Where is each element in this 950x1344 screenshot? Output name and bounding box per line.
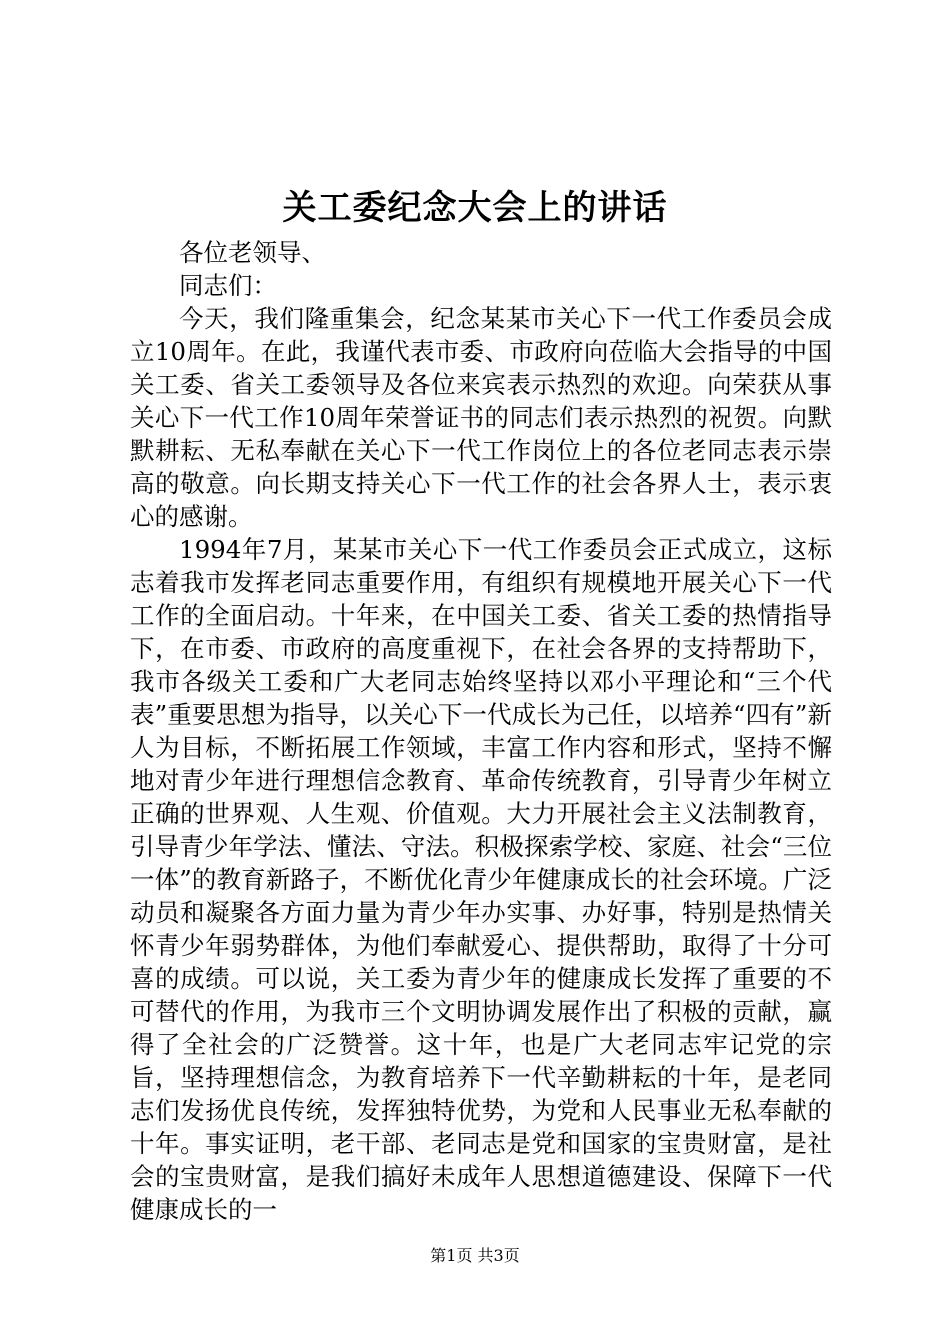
paragraph-2: 1994年7月，某某市关心下一代工作委员会正式成立，这标志着我市发挥老同志重要作用，有组织有规模地开展关心下一代工作的全面启动。十年来，在中国关工委、省关工委的热情指导下，在市委、市政府的高度重视下，在社会各界的支持帮助下，我市各级关工委和广大老同志始终坚持以邓小平理论和“三个代表”重要思想为指导，以关心下一代成长为己任，以培养“四有”新人为目标，不断拓展工作领域，丰富工作内容和形式，坚持不懈地对青少年进行理想信念教育、革命传统教育，引导青少年树立正确的世界观、人生观、价值观。大力开展社会主义法制教育，引导青少年学法、懂法、守法。积极探索学校、家庭、社会“三位一体”的教育新路子，不断优化青少年健康成长的社会环境。广泛动员和凝聚各方面力量为青少年办实事、办好事，特别是热情关怀青少年弱势群体，为他们奉献爱心、提供帮助，取得了十分可喜的成绩。可以说，关工委为青少年的健康成长发挥了重要的不可替代的作用，为我市三个文明协调发展作出了积极的贡献，赢得了全社会的广泛赞誉。这十年，也是广大老同志牢记党的宗旨，坚持理想信念，为教育培养下一代辛勤耕耘的十年，是老同志们发扬优良传统，发挥独特优势，为党和人民事业无私奉献的十年。事实证明，老干部、老同志是党和国家的宝贵财富，是社会的宝贵财富，是我们搞好未成年人思想道德建设、保障下一代健康成长的一 [130,535,832,1224]
paragraph-1: 今天，我们隆重集会，纪念某某市关心下一代工作委员会成立10周年。在此，我谨代表市委、市政府向莅临大会指导的中国关工委、省关工委领导及各位来宾表示热烈的欢迎。向荣获从事关心下一代工作10周年荣誉证书的同志们表示热烈的祝贺。向默默耕耘、无私奉献在关心下一代工作岗位上的各位老同志表示崇高的敬意。向长期支持关心下一代工作的社会各界人士，表示衷心的感谢。 [130,304,832,531]
document-title: 关工委纪念大会上的讲话 [282,188,668,228]
page-footer: 第1页 共3页 [430,1246,520,1265]
salutation-line-1: 各位老领导、 [179,238,326,267]
salutation-line-2: 同志们： [179,271,277,300]
document-body [130,236,832,1226]
